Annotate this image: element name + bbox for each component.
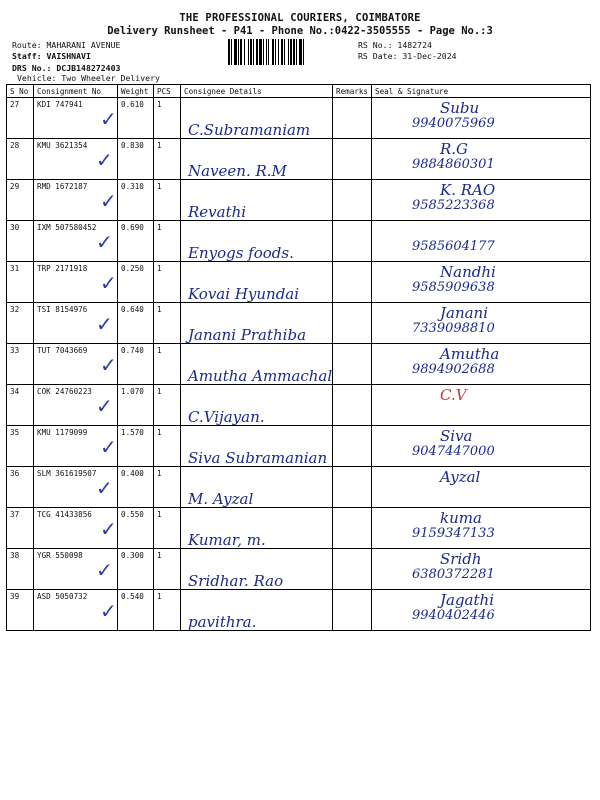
handwritten-signature: Nandhi	[440, 263, 496, 281]
cell-remarks	[333, 98, 372, 139]
col-pcs-header: PCS	[154, 85, 181, 98]
handwritten-phone: 9585223368	[412, 198, 495, 213]
cell-pcs: 1	[154, 98, 181, 139]
cell-sno: 27	[7, 98, 34, 139]
delivered-tick-mark: ✓	[96, 230, 113, 254]
delivered-tick-mark: ✓	[96, 476, 113, 500]
rs-number: RS No.: 1482724	[358, 40, 432, 50]
table-row	[7, 590, 591, 631]
cell-sno: 37	[7, 508, 34, 549]
cell-remarks	[333, 262, 372, 303]
handwritten-signature: kuma	[440, 509, 482, 527]
handwritten-consignee: Siva Subramanian	[188, 449, 328, 467]
cell-weight: 0.540	[118, 590, 154, 631]
table-row	[7, 508, 591, 549]
handwritten-phone: 9940402446	[412, 608, 495, 623]
handwritten-phone: 9047447000	[412, 444, 495, 459]
cell-sno: 29	[7, 180, 34, 221]
route-label: Route: MAHARANI AVENUE	[12, 40, 121, 50]
cell-consignment-no: KMU 3621354	[34, 139, 118, 180]
handwritten-consignee: Naveen. R.M	[188, 162, 287, 180]
cell-remarks	[333, 344, 372, 385]
col-remarks-header: Remarks	[333, 85, 372, 98]
handwritten-phone: 9894902688	[412, 362, 495, 377]
cell-consignment-no: COK 24760223	[34, 385, 118, 426]
table-row	[7, 221, 591, 262]
cell-weight: 0.300	[118, 549, 154, 590]
cell-pcs: 1	[154, 303, 181, 344]
cell-seal	[372, 385, 591, 426]
handwritten-signature: Janani	[440, 304, 489, 322]
cell-pcs: 1	[154, 590, 181, 631]
cell-weight: 0.740	[118, 344, 154, 385]
delivered-tick-mark: ✓	[100, 517, 117, 541]
cell-pcs: 1	[154, 180, 181, 221]
cell-consignment-no: ASD 5050732	[34, 590, 118, 631]
barcode-image	[228, 39, 345, 65]
delivered-tick-mark: ✓	[100, 599, 117, 623]
cell-remarks	[333, 180, 372, 221]
cell-seal	[372, 467, 591, 508]
table-row	[7, 467, 591, 508]
cell-pcs: 1	[154, 549, 181, 590]
cell-remarks	[333, 385, 372, 426]
delivered-tick-mark: ✓	[96, 558, 113, 582]
cell-weight: 0.640	[118, 303, 154, 344]
cell-pcs: 1	[154, 467, 181, 508]
handwritten-signature: Sridh	[440, 550, 482, 568]
table-row	[7, 385, 591, 426]
cell-consignment-no: TUT 7043669	[34, 344, 118, 385]
table-row	[7, 549, 591, 590]
cell-consignment-no: TSI 8154976	[34, 303, 118, 344]
cell-consignment-no: RMD 1672187	[34, 180, 118, 221]
table-row	[7, 139, 591, 180]
document-subtitle: Delivery Runsheet - P41 - Phone No.:0422-3505555 - Page No.:3	[107, 25, 493, 37]
handwritten-phone: 9585604177	[412, 239, 495, 254]
handwritten-phone: 6380372281	[412, 567, 495, 582]
cell-weight: 0.250	[118, 262, 154, 303]
handwritten-phone: 9940075969	[412, 116, 495, 131]
handwritten-signature: Subu	[440, 99, 480, 117]
cell-sno: 32	[7, 303, 34, 344]
handwritten-signature: R.G	[440, 140, 469, 158]
cell-remarks	[333, 221, 372, 262]
delivered-tick-mark: ✓	[100, 189, 117, 213]
cell-weight: 0.690	[118, 221, 154, 262]
handwritten-consignee: Kumar, m.	[188, 531, 266, 549]
cell-remarks	[333, 467, 372, 508]
staff-label: Staff: VAISHNAVI	[12, 51, 91, 61]
cell-sno: 30	[7, 221, 34, 262]
cell-consignment-no: SLM 361619507	[34, 467, 118, 508]
col-consignee-header: Consignee Details	[181, 85, 333, 98]
cell-remarks	[333, 426, 372, 467]
cell-sno: 33	[7, 344, 34, 385]
cell-pcs: 1	[154, 426, 181, 467]
cell-weight: 0.830	[118, 139, 154, 180]
col-weight-header: Weight	[118, 85, 154, 98]
col-consignment-header: Consignment No	[34, 85, 118, 98]
cell-remarks	[333, 508, 372, 549]
delivered-tick-mark: ✓	[100, 353, 117, 377]
table-header-row	[7, 85, 591, 98]
delivered-tick-mark: ✓	[96, 148, 113, 172]
cell-sno: 34	[7, 385, 34, 426]
handwritten-signature: Siva	[440, 427, 473, 445]
col-seal-header: Seal & Signature	[372, 85, 591, 98]
handwritten-signature: Jagathi	[440, 591, 494, 609]
handwritten-consignee: M. Ayzal	[188, 490, 254, 508]
handwritten-consignee: pavithra.	[188, 613, 257, 631]
handwritten-consignee: Revathi	[188, 203, 247, 221]
cell-consignment-no: YGR 550098	[34, 549, 118, 590]
handwritten-signature: Amutha	[440, 345, 500, 363]
cell-sno: 36	[7, 467, 34, 508]
handwritten-signature: K. RAO	[440, 181, 496, 199]
delivered-tick-mark: ✓	[96, 394, 113, 418]
handwritten-consignee: C.Subramaniam	[188, 121, 311, 139]
drs-label: DRS No.: DCJB148272403	[12, 63, 121, 73]
table-row	[7, 180, 591, 221]
vehicle-label: Vehicle: Two Wheeler Delivery	[17, 73, 160, 83]
cell-pcs: 1	[154, 344, 181, 385]
cell-weight: 0.550	[118, 508, 154, 549]
delivered-tick-mark: ✓	[100, 271, 117, 295]
handwritten-phone: 9159347133	[412, 526, 495, 541]
cell-pcs: 1	[154, 221, 181, 262]
cell-remarks	[333, 590, 372, 631]
handwritten-phone: 9884860301	[412, 157, 495, 172]
handwritten-consignee: Sridhar. Rao	[188, 572, 284, 590]
cell-consignment-no: IXM 507580452	[34, 221, 118, 262]
cell-consignment-no: TRP 2171918	[34, 262, 118, 303]
document-title: THE PROFESSIONAL COURIERS, COIMBATORE	[179, 12, 421, 24]
runsheet-table	[6, 84, 591, 631]
handwritten-consignee: Enyogs foods.	[188, 244, 294, 262]
cell-weight: 0.610	[118, 98, 154, 139]
cell-pcs: 1	[154, 508, 181, 549]
cell-pcs: 1	[154, 262, 181, 303]
cell-remarks	[333, 303, 372, 344]
delivered-tick-mark: ✓	[100, 435, 117, 459]
rs-date: RS Date: 31-Dec-2024	[358, 51, 457, 61]
handwritten-signature: C.V	[440, 386, 467, 404]
cell-sno: 39	[7, 590, 34, 631]
handwritten-consignee: Kovai Hyundai	[188, 285, 300, 303]
cell-weight: 0.310	[118, 180, 154, 221]
cell-consignment-no: KMU 1179099	[34, 426, 118, 467]
handwritten-phone: 7339098810	[412, 321, 495, 336]
handwritten-consignee: C.Vijayan.	[188, 408, 265, 426]
cell-weight: 0.400	[118, 467, 154, 508]
cell-remarks	[333, 549, 372, 590]
cell-sno: 28	[7, 139, 34, 180]
cell-pcs: 1	[154, 139, 181, 180]
handwritten-consignee: Amutha Ammachal	[188, 367, 333, 385]
cell-pcs: 1	[154, 385, 181, 426]
col-sno-header: S No	[7, 85, 34, 98]
cell-remarks	[333, 139, 372, 180]
cell-sno: 31	[7, 262, 34, 303]
handwritten-phone: 9585909638	[412, 280, 495, 295]
handwritten-consignee: Janani Prathiba	[188, 326, 307, 344]
cell-sno: 35	[7, 426, 34, 467]
cell-weight: 1.070	[118, 385, 154, 426]
cell-weight: 1.570	[118, 426, 154, 467]
cell-consignment-no: TCG 41433856	[34, 508, 118, 549]
handwritten-signature: Ayzal	[440, 468, 481, 486]
cell-sno: 38	[7, 549, 34, 590]
cell-consignment-no: KDI 747941	[34, 98, 118, 139]
delivered-tick-mark: ✓	[100, 107, 117, 131]
delivered-tick-mark: ✓	[96, 312, 113, 336]
